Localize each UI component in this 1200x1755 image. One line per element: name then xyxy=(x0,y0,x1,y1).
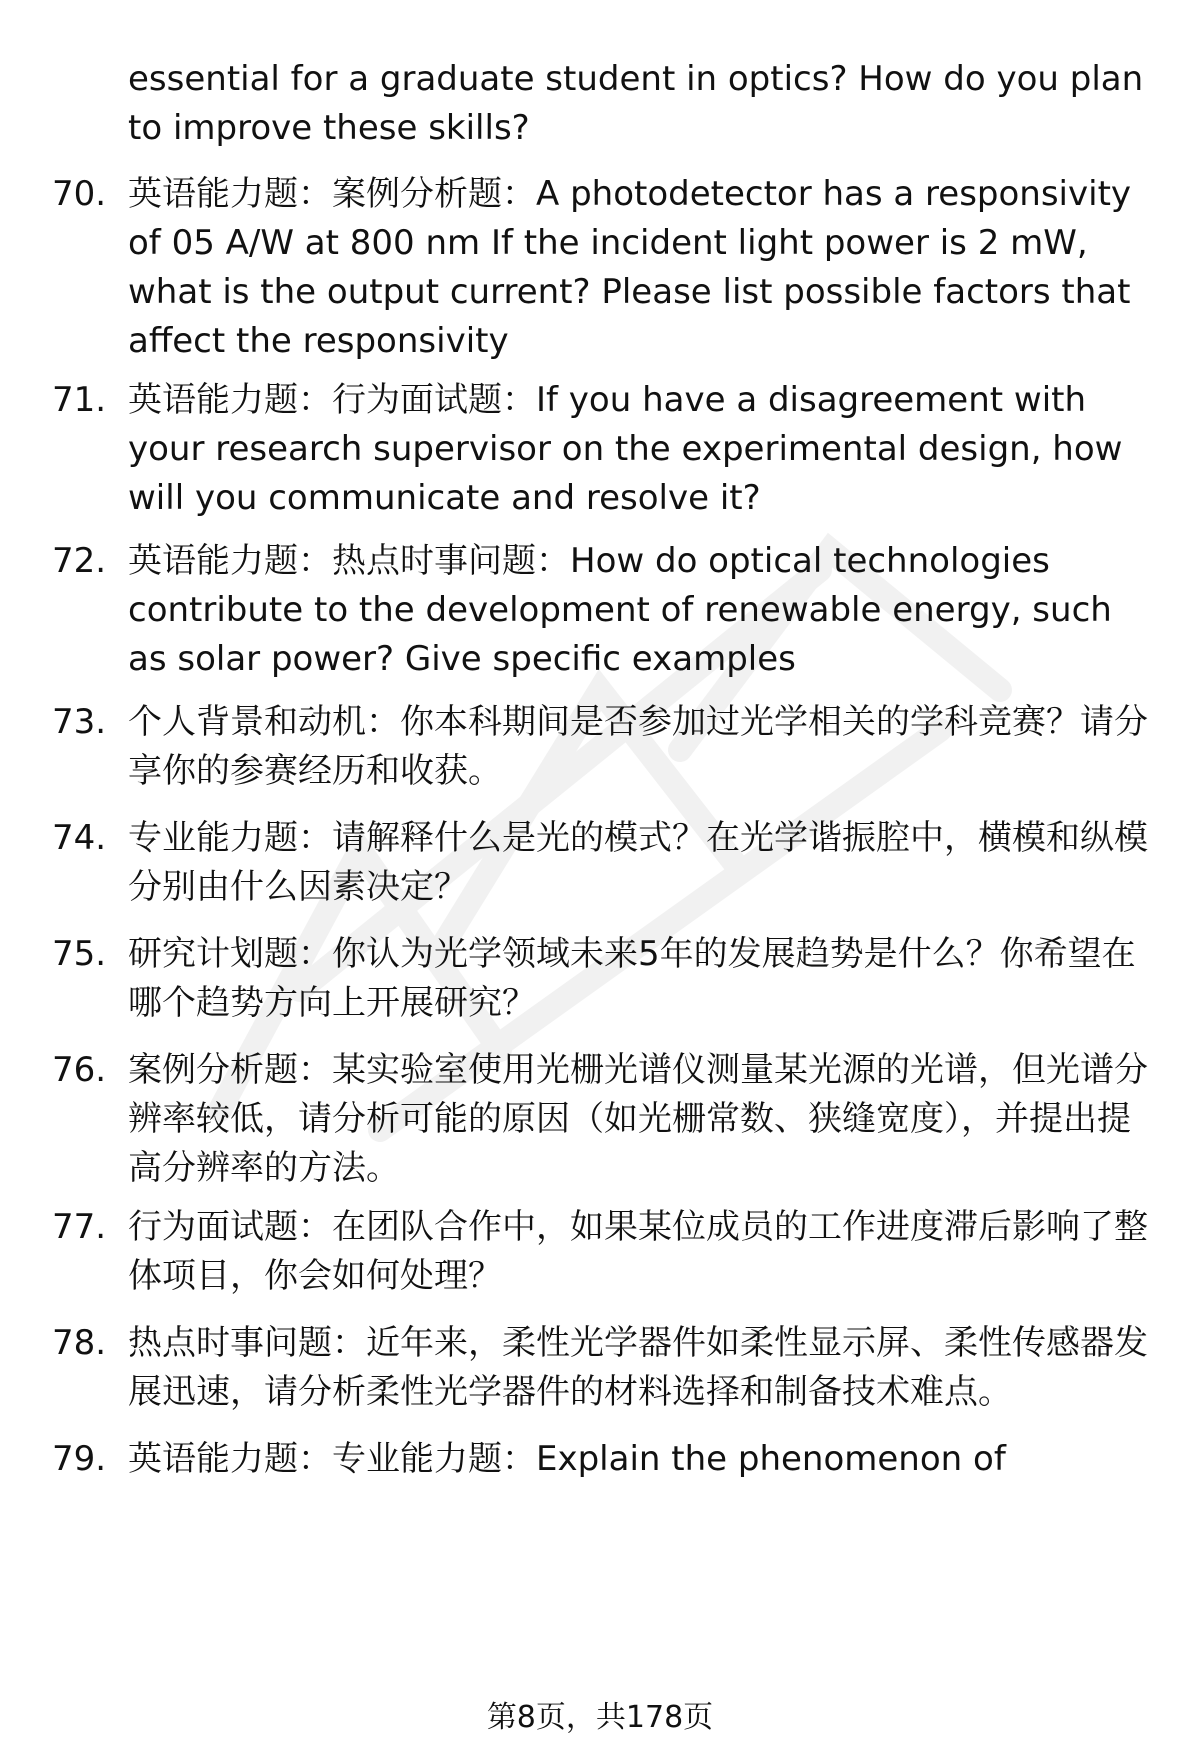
question-number: 70. xyxy=(52,174,107,214)
question-text: 个人背景和动机：你本科期间是否参加过光学相关的学科竞赛？请分享你的参赛经历和收获。 xyxy=(128,702,1148,791)
question-text: 英语能力题：案例分析题：A photodetector has a responsivity of 05 A/W at 800 nm If the incident light power is 2 mW, what is the output current? Please list possible factors that affect the responsivity xyxy=(128,174,1132,361)
question-number: 77. xyxy=(52,1207,107,1247)
question-number: 71. xyxy=(52,380,107,420)
question-number: 78. xyxy=(52,1323,107,1363)
question-text: 专业能力题：请解释什么是光的模式？在光学谐振腔中，横模和纵模分别由什么因素决定？ xyxy=(128,818,1148,907)
question-number: 72. xyxy=(52,541,107,581)
question-number: 76. xyxy=(52,1050,107,1090)
question-number: 74. xyxy=(52,818,107,858)
question-text: 研究计划题：你认为光学领域未来5年的发展趋势是什么？你希望在哪个趋势方向上开展研究？ xyxy=(128,934,1136,1023)
question-text: 英语能力题：热点时事问题：How do optical technologies contribute to the development of renewable energy, such as solar power? Give specific examples xyxy=(128,541,1112,679)
question-number: 73. xyxy=(52,702,107,742)
question-number: 79. xyxy=(52,1439,107,1479)
question-text: 热点时事问题：近年来，柔性光学器件如柔性显示屏、柔性传感器发展迅速，请分析柔性光学器件的材料选择和制备技术难点。 xyxy=(128,1323,1148,1412)
question-number: 75. xyxy=(52,934,107,974)
question-text: 英语能力题：行为面试题：If you have a disagreement with your research supervisor on the experimental design, how will you communicate and resolve it? xyxy=(128,380,1123,518)
continuation-text: essential for a graduate student in optics? How do you plan to improve these skills? xyxy=(128,59,1144,148)
question-text: 案例分析题：某实验室使用光栅光谱仪测量某光源的光谱，但光谱分辨率较低，请分析可能的原因（如光栅常数、狭缝宽度），并提出提高分辨率的方法。 xyxy=(128,1050,1148,1188)
page-footer: 第8页，共178页 xyxy=(486,1700,714,1735)
question-text: 英语能力题：专业能力题：Explain the phenomenon of xyxy=(128,1439,1006,1479)
question-text: 行为面试题：在团队合作中，如果某位成员的工作进度滞后影响了整体项目，你会如何处理？ xyxy=(128,1207,1148,1296)
